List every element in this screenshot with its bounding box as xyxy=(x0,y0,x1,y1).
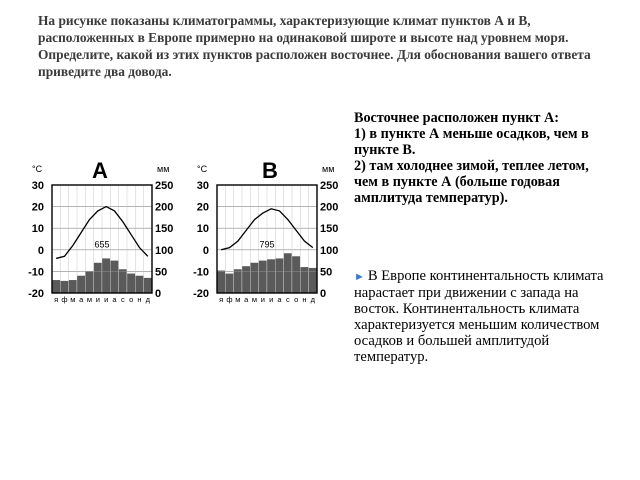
explanation-block xyxy=(354,268,609,365)
month-label: я xyxy=(219,295,224,304)
temp-tick-label: 30 xyxy=(196,180,209,192)
precip-bar xyxy=(267,259,275,293)
month-label: о xyxy=(294,295,299,304)
precip-tick-label: 100 xyxy=(155,244,174,257)
month-label: я xyxy=(54,295,59,304)
answer-block xyxy=(354,110,604,206)
month-label: с xyxy=(120,295,125,304)
precip-bar xyxy=(85,271,93,293)
chart-title: В xyxy=(262,158,278,183)
total-precip-label: 795 xyxy=(259,239,275,250)
temp-tick-label: -20 xyxy=(28,288,44,300)
month-label: н xyxy=(302,295,307,304)
precip-bar xyxy=(225,274,233,293)
precip-bar xyxy=(259,261,267,293)
temp-tick-label: -20 xyxy=(193,288,209,300)
temp-tick-label: -10 xyxy=(28,266,44,279)
precip-bar xyxy=(52,280,60,293)
precip-tick-label: 0 xyxy=(320,288,327,300)
precip-tick-label: 0 xyxy=(155,288,162,300)
temp-tick-label: 10 xyxy=(31,223,44,236)
climatogram-b xyxy=(193,158,338,304)
explanation-text: В Европе континентальность климата нарастает при движении с запада на восток. Континентальность климата характеризуется меньшим количеством осадков и большей амплитудой температур. xyxy=(354,268,604,365)
precip-tick-label: 250 xyxy=(155,180,174,192)
temp-tick-label: 0 xyxy=(202,244,209,257)
precip-tick-label: 200 xyxy=(320,201,339,214)
month-label: а xyxy=(112,295,117,304)
answer-line-2: 1) в пункте А меньше осадков, чем в пункте В. xyxy=(354,126,589,158)
precip-unit-label: мм xyxy=(157,164,170,174)
month-label: м xyxy=(235,295,241,304)
precip-bar xyxy=(144,278,152,293)
precip-bar xyxy=(69,280,77,293)
precip-bar xyxy=(77,276,85,293)
month-label: а xyxy=(79,295,84,304)
precip-bar xyxy=(127,274,135,293)
precip-bar xyxy=(242,266,250,293)
climatogram-a xyxy=(28,158,173,304)
precip-bar xyxy=(292,256,300,293)
question-text: На рисунке показаны климатограммы, характеризующие климат пунктов А и В, расположенных в Европе примерно на одинаковой широте и высоте над уровнем моря. Определите, какой из этих пунктов расположен восточнее. Для обоснования вашего ответа приведите два довода. xyxy=(38,13,591,79)
month-label: с xyxy=(285,295,290,304)
month-label: а xyxy=(244,295,249,304)
precip-bar xyxy=(119,269,127,293)
climatograms xyxy=(0,150,350,315)
precip-bar xyxy=(284,253,292,293)
precip-bar xyxy=(309,268,317,293)
precip-tick-label: 150 xyxy=(320,223,339,236)
month-label: и xyxy=(260,295,265,304)
month-label: ф xyxy=(226,295,233,304)
temp-tick-label: 0 xyxy=(37,244,44,257)
month-label: ф xyxy=(61,295,68,304)
bullet-icon: ► xyxy=(354,271,365,283)
precip-bar xyxy=(94,263,102,293)
temp-unit-label: °С xyxy=(197,164,208,174)
chart-title: А xyxy=(92,158,108,183)
month-label: м xyxy=(86,295,93,304)
precip-tick-label: 100 xyxy=(320,244,339,257)
total-precip-label: 655 xyxy=(94,239,110,250)
month-label: м xyxy=(70,295,76,304)
precip-tick-label: 200 xyxy=(155,201,174,214)
temp-tick-label: 20 xyxy=(31,201,44,214)
temp-tick-label: 30 xyxy=(31,180,44,192)
month-label: и xyxy=(269,295,274,304)
month-label: а xyxy=(277,295,282,304)
precip-tick-label: 250 xyxy=(320,180,339,192)
month-label: и xyxy=(95,295,100,304)
precip-bar xyxy=(275,258,283,293)
precip-bar xyxy=(250,263,258,293)
precip-tick-label: 150 xyxy=(155,223,174,236)
answer-line-3: 2) там холоднее зимой, теплее летом, чем в пункте А (больше годовая амплитуда температур). xyxy=(354,158,589,206)
precip-bar xyxy=(102,258,110,293)
month-label: д xyxy=(145,295,151,304)
month-label: д xyxy=(310,295,316,304)
precip-bar xyxy=(217,271,225,293)
precip-bar xyxy=(234,269,242,293)
answer-line-1: Восточнее расположен пункт А: xyxy=(354,110,559,126)
temp-unit-label: °С xyxy=(32,164,43,174)
month-label: м xyxy=(251,295,258,304)
precip-tick-label: 50 xyxy=(155,266,168,279)
precip-bar xyxy=(110,261,118,293)
temp-tick-label: 20 xyxy=(196,201,209,214)
precip-unit-label: мм xyxy=(322,164,335,174)
month-label: н xyxy=(137,295,142,304)
precip-bar xyxy=(300,267,308,293)
precip-bar xyxy=(60,281,68,293)
precip-tick-label: 50 xyxy=(320,266,333,279)
temp-tick-label: 10 xyxy=(196,223,209,236)
precip-bar xyxy=(135,276,143,293)
month-label: о xyxy=(129,295,134,304)
temp-tick-label: -10 xyxy=(193,266,209,279)
month-label: и xyxy=(104,295,109,304)
